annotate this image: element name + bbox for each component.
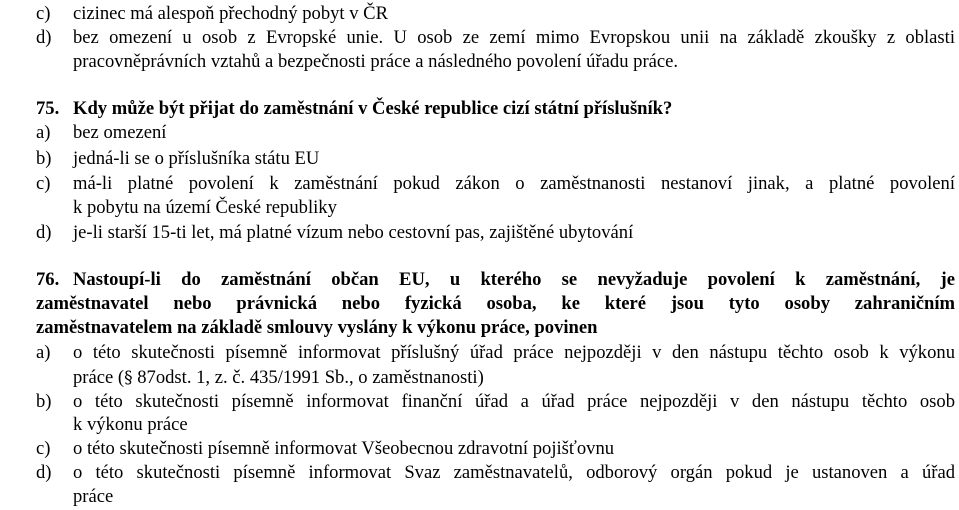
q75-answer-c-line1: má-li platné povolení k zaměstnání pokud zákon o zaměstnanosti nestanoví jinak, a platné povolení bbox=[73, 173, 955, 194]
q75-answer-a-text: bez omezení bbox=[73, 122, 167, 143]
q76-answer-b-line2: k výkonu práce bbox=[73, 414, 188, 435]
q75-answer-d-text: je-li starší 15-ti let, má platné vízum nebo cestovní pas, zajištěné ubytování bbox=[73, 222, 634, 243]
q76-answer-c-text: o této skutečnosti písemně informovat Všeobecnou zdravotní pojišťovnu bbox=[73, 438, 615, 459]
q75-answer-d-letter: d) bbox=[36, 222, 52, 243]
q76-answer-a-line2-post: 87odst. 1, z. č. 435/1991 Sb., o zaměstnanosti) bbox=[132, 367, 484, 388]
q76-answer-c-letter: c) bbox=[36, 438, 51, 459]
q75-answer-b-text: jedná-li se o příslušníka státu EU bbox=[73, 148, 320, 169]
q75-answer-c-letter: c) bbox=[36, 173, 51, 194]
prev-option-d-line2: pracovněprávních vztahů a bezpečnosti práce a následného povolení úřadu práce. bbox=[73, 51, 679, 72]
q75-answer-b-letter: b) bbox=[36, 148, 52, 169]
q76-answer-a-line2-pre: práce ( bbox=[73, 367, 125, 388]
q75-answer-a-letter: a) bbox=[36, 122, 51, 143]
q76-answer-b-line1: o této skutečnosti písemně informovat finanční úřad a úřad práce nejpozději v den nástupu těchto osob bbox=[73, 391, 955, 412]
prev-option-d-letter: d) bbox=[36, 27, 52, 48]
q76-answer-a-letter: a) bbox=[36, 342, 51, 363]
question-75-text: Kdy může být přijat do zaměstnání v České republice cizí státní příslušník? bbox=[73, 98, 673, 119]
question-76-number: 76. bbox=[36, 269, 60, 290]
q76-answer-d-letter: d) bbox=[36, 462, 52, 483]
question-76-line1: Nastoupí-li do zaměstnání občan EU, u kterého se nevyžaduje povolení k zaměstnání, je bbox=[73, 269, 955, 290]
question-76-line3: zaměstnavatelem na základě smlouvy vyslány k výkonu práce, povinen bbox=[36, 317, 598, 338]
q76-answer-d-line2: práce bbox=[73, 486, 114, 507]
question-76-line2: zaměstnavatel nebo právnická nebo fyzická osoba, ke které jsou tyto osoby zahraničním bbox=[36, 293, 955, 314]
question-75-number: 75. bbox=[36, 98, 60, 119]
q75-answer-c-line2: k pobytu na území České republiky bbox=[73, 197, 337, 218]
q76-answer-a-line2 bbox=[73, 367, 484, 389]
section-sign: § bbox=[124, 368, 133, 388]
prev-option-c-text: cizinec má alespoň přechodný pobyt v ČR bbox=[73, 3, 388, 24]
prev-option-c-letter: c) bbox=[36, 3, 51, 24]
q76-answer-d-line1: o této skutečnosti písemně informovat Svaz zaměstnavatelů, odborový orgán pokud je ustanoven a úřad bbox=[73, 462, 955, 483]
prev-option-d-line1: bez omezení u osob z Evropské unie. U osob ze zemí mimo Evropskou unii na základě zkoušky z oblasti bbox=[73, 27, 955, 48]
q76-answer-b-letter: b) bbox=[36, 391, 52, 412]
q76-answer-a-line1: o této skutečnosti písemně informovat příslušný úřad práce nejpozději v den nástupu těchto osob k výkonu bbox=[73, 342, 955, 363]
